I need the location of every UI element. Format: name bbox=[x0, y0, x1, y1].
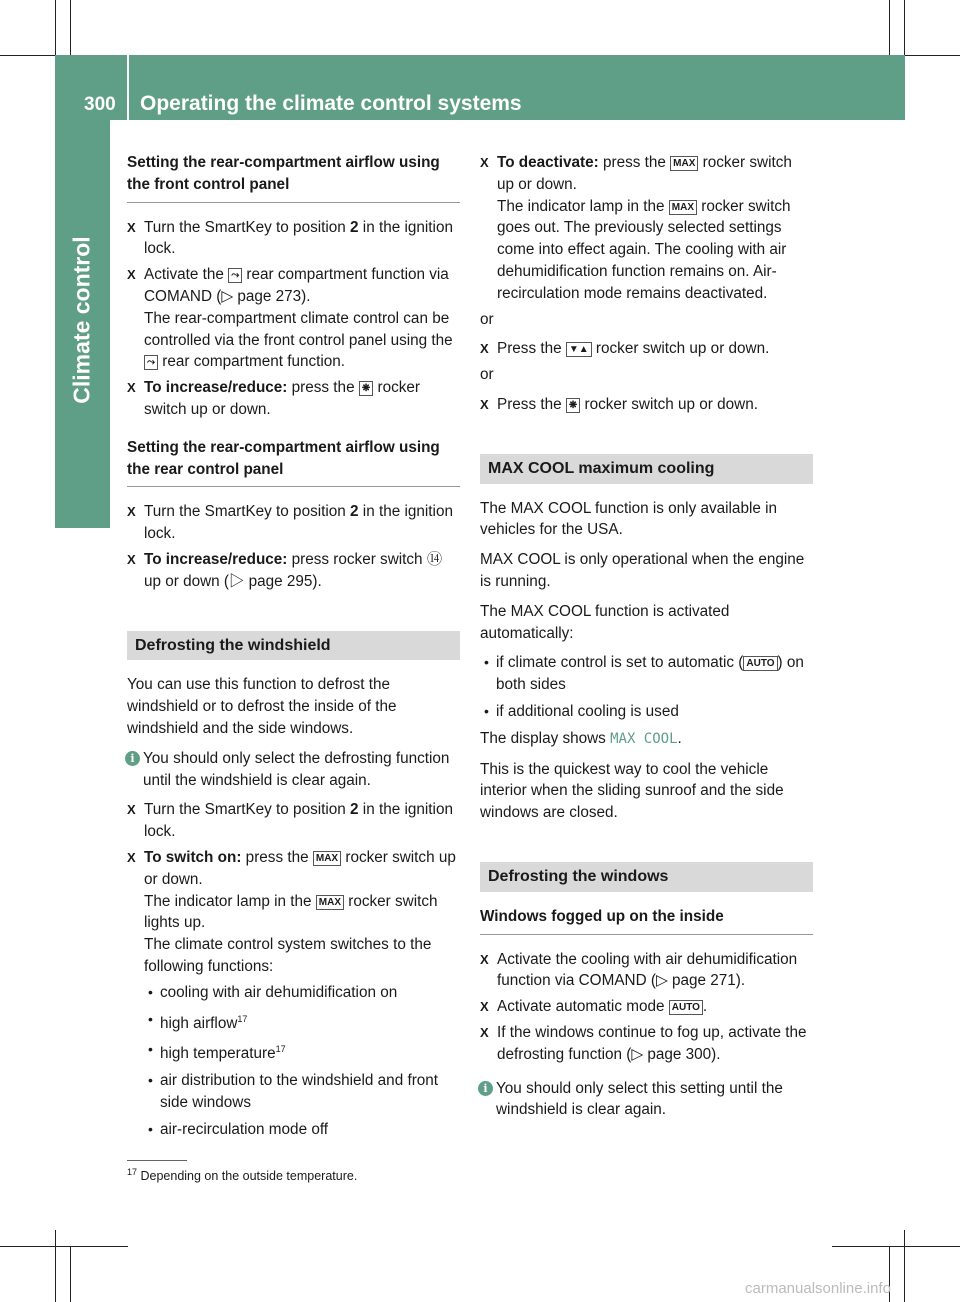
step: X Activate the cooling with air dehumidification function via COMAND (▷ page 271). bbox=[480, 949, 813, 993]
subheading-fogged: Windows fogged up on the inside bbox=[480, 906, 813, 935]
footnote-ref: 17 bbox=[237, 1013, 248, 1024]
step: X Press the ❋ rocker switch up or down. bbox=[480, 394, 813, 416]
section-defrost-windows: Defrosting the windows bbox=[480, 862, 813, 892]
list-item: • if additional cooling is used bbox=[480, 701, 813, 723]
footnote-ref: 17 bbox=[275, 1044, 286, 1055]
crop-mark bbox=[904, 0, 905, 55]
list-item: • cooling with air dehumidification on bbox=[144, 982, 460, 1004]
max-defrost-icon: MAX bbox=[316, 895, 344, 910]
list-item: • if climate control is set to automatic ( AUTO ) on both sides bbox=[480, 652, 813, 696]
right-column bbox=[480, 152, 813, 1129]
paragraph: The MAX COOL function is only available in vehicles for the USA. bbox=[480, 499, 778, 539]
crop-mark bbox=[55, 1230, 56, 1302]
subheading-rear-panel: Setting the rear-compartment airflow using the rear control panel bbox=[127, 437, 460, 488]
step: X Activate the ⤳ rear compartment function via COMAND (▷ page 273). The rear-compartment climate control can be controlled via the front control panel using the ⤳ rear compartment function. bbox=[127, 264, 460, 373]
paragraph: This is the quickest way to cool the vehicle interior when the sliding sunroof and the side windows are closed. bbox=[480, 760, 784, 822]
left-column bbox=[127, 152, 460, 1146]
step: X If the windows continue to fog up, activate the defrosting function (▷ page 300). bbox=[480, 1022, 813, 1066]
display-text: MAX COOL bbox=[610, 730, 678, 747]
max-defrost-icon: MAX bbox=[669, 200, 697, 215]
max-defrost-icon: MAX bbox=[670, 156, 698, 171]
header-separator bbox=[127, 55, 129, 120]
step: X To increase/reduce: press rocker switch ⑭ up or down (▷ page 295). bbox=[127, 549, 460, 593]
info-note: i You should only select this setting until the windshield is clear again. bbox=[480, 1078, 813, 1122]
fan-icon: ❋ bbox=[566, 398, 580, 413]
info-note: i You should only select the defrosting function until the windshield is clear again. bbox=[127, 748, 460, 792]
paragraph: You can use this function to defrost the windshield or to defrost the inside of the windshield and the side windows. bbox=[127, 676, 397, 737]
step: X Turn the SmartKey to position 2 in the ignition lock. bbox=[127, 217, 460, 261]
or-text: or bbox=[480, 366, 494, 384]
rear-airflow-icon: ⤳ bbox=[228, 268, 242, 283]
list-item: • high temperature$^{17}$ bbox=[144, 1039, 460, 1065]
up-down-icon: ▼▲ bbox=[566, 342, 592, 357]
auto-icon: AUTO bbox=[743, 656, 777, 671]
paragraph: The display shows MAX COOL. bbox=[480, 729, 682, 747]
side-tab-label: Climate control bbox=[68, 236, 95, 404]
paragraph: MAX COOL is only operational when the engine is running. bbox=[480, 551, 805, 590]
footnote: $^{17}$ Depending on the outside temperature. bbox=[127, 1167, 358, 1184]
step: X Activate automatic mode AUTO . bbox=[480, 996, 813, 1018]
step: X Turn the SmartKey to position 2 in the ignition lock. bbox=[127, 799, 460, 843]
crop-mark bbox=[904, 1230, 905, 1302]
auto-icon: AUTO bbox=[669, 1000, 703, 1015]
fan-icon: ❋ bbox=[359, 381, 373, 396]
step: X To increase/reduce: press the ❋ rocker switch up or down. bbox=[127, 377, 460, 421]
section-max-cool: MAX COOL maximum cooling bbox=[480, 454, 813, 484]
rear-airflow-icon: ⤳ bbox=[144, 355, 158, 370]
step: X Press the ▼▲ rocker switch up or down. bbox=[480, 338, 813, 360]
watermark: carmanualsonline.info bbox=[745, 1280, 891, 1297]
crop-mark bbox=[832, 1246, 960, 1247]
circle-14-icon: ⑭ bbox=[426, 550, 443, 568]
step: X To deactivate: press the MAX rocker switch up or down. The indicator lamp in the MAX rocker switch goes out. The previously selected settings come into effect again. The cooling with air dehumidification function remains on. Air-recirculation mode remains deactivated. bbox=[480, 152, 813, 305]
subheading-front-panel: Setting the rear-compartment airflow using the front control panel bbox=[127, 152, 460, 203]
info-icon: i bbox=[478, 1081, 493, 1096]
paragraph: The MAX COOL function is activated automatically: bbox=[480, 602, 730, 642]
info-icon: i bbox=[125, 751, 140, 766]
footnote-rule bbox=[127, 1160, 187, 1161]
crop-mark bbox=[0, 1246, 128, 1247]
crop-mark bbox=[70, 1246, 71, 1302]
list-item: • high airflow$^{17}$ bbox=[144, 1009, 460, 1035]
page-number: 300 bbox=[84, 94, 116, 115]
list-item: • air distribution to the windshield and front side windows bbox=[144, 1070, 460, 1114]
list-item: • air-recirculation mode off bbox=[144, 1119, 460, 1141]
or-text: or bbox=[480, 310, 494, 328]
page-title: Operating the climate control systems bbox=[140, 92, 522, 115]
step: X Turn the SmartKey to position 2 in the ignition lock. bbox=[127, 501, 460, 545]
max-defrost-icon: MAX bbox=[313, 851, 341, 866]
crop-mark bbox=[55, 0, 56, 55]
step: X To switch on: press the MAX rocker switch up or down. The indicator lamp in the MAX rocker switch lights up. The climate control system switches to the following functions: bbox=[127, 847, 460, 978]
section-defrost-windshield: Defrosting the windshield bbox=[127, 631, 460, 661]
